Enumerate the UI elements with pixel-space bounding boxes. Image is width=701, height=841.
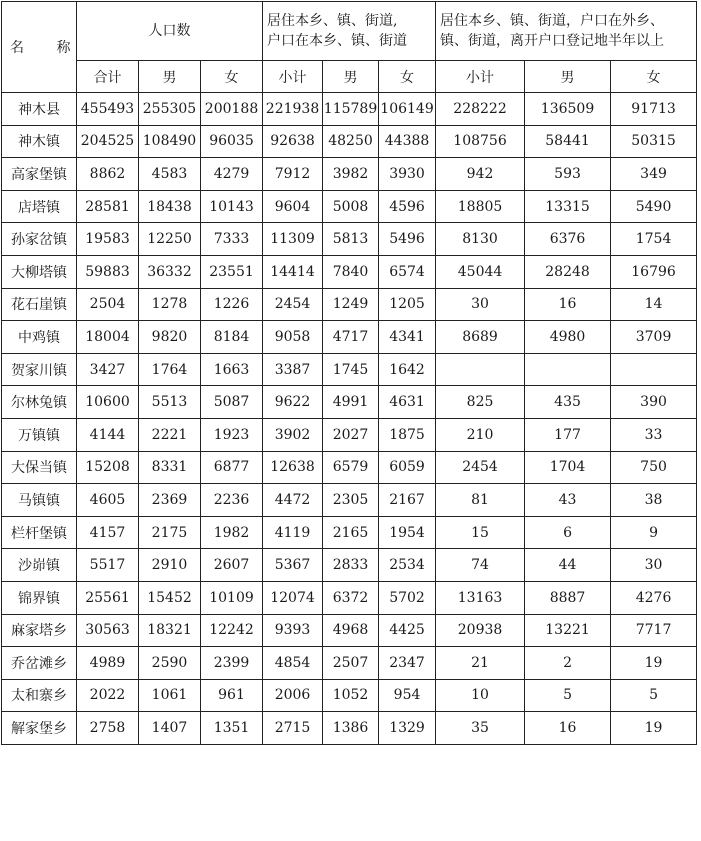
table-row xyxy=(2,288,697,321)
cell-local-female: 4425 xyxy=(379,614,436,647)
cell-female: 10143 xyxy=(201,190,263,223)
table-row xyxy=(2,614,697,647)
row-name: 乔岔滩乡 xyxy=(2,647,77,680)
cell-migrant-female: 91713 xyxy=(611,93,697,126)
cell-male: 2590 xyxy=(139,647,201,680)
subheader-subtotal: 小计 xyxy=(263,61,323,93)
cell-migrant-male: 8887 xyxy=(525,581,611,614)
cell-migrant-subtotal: 942 xyxy=(436,158,525,191)
cell-migrant-subtotal: 21 xyxy=(436,647,525,680)
cell-local-female: 106149 xyxy=(379,93,436,126)
cell-migrant-subtotal: 81 xyxy=(436,484,525,517)
cell-migrant-female: 4276 xyxy=(611,581,697,614)
cell-migrant-male: 177 xyxy=(525,418,611,451)
cell-migrant-male: 5 xyxy=(525,679,611,712)
subheader-female: 女 xyxy=(201,61,263,93)
cell-migrant-female: 14 xyxy=(611,288,697,321)
cell-female: 6877 xyxy=(201,451,263,484)
subheader-total: 合计 xyxy=(77,61,139,93)
cell-male: 5513 xyxy=(139,386,201,419)
cell-migrant-male: 13315 xyxy=(525,190,611,223)
cell-migrant-subtotal: 210 xyxy=(436,418,525,451)
cell-total: 28581 xyxy=(77,190,139,223)
cell-local-male: 7840 xyxy=(323,255,379,288)
cell-female: 8184 xyxy=(201,321,263,354)
cell-migrant-subtotal: 825 xyxy=(436,386,525,419)
cell-local-subtotal: 3902 xyxy=(263,418,323,451)
cell-migrant-female: 38 xyxy=(611,484,697,517)
cell-local-subtotal: 12074 xyxy=(263,581,323,614)
cell-migrant-male: 16 xyxy=(525,288,611,321)
table-row xyxy=(2,516,697,549)
cell-local-male: 2833 xyxy=(323,549,379,582)
cell-female: 200188 xyxy=(201,93,263,126)
cell-total: 5517 xyxy=(77,549,139,582)
cell-local-subtotal: 9622 xyxy=(263,386,323,419)
row-name: 孙家岔镇 xyxy=(2,223,77,256)
cell-migrant-male: 43 xyxy=(525,484,611,517)
cell-local-female: 3930 xyxy=(379,158,436,191)
cell-local-subtotal: 221938 xyxy=(263,93,323,126)
cell-female: 23551 xyxy=(201,255,263,288)
cell-local-male: 6372 xyxy=(323,581,379,614)
cell-migrant-male: 435 xyxy=(525,386,611,419)
cell-male: 1407 xyxy=(139,712,201,745)
cell-male: 15452 xyxy=(139,581,201,614)
cell-total: 4989 xyxy=(77,647,139,680)
cell-female: 1226 xyxy=(201,288,263,321)
cell-total: 4144 xyxy=(77,418,139,451)
cell-migrant-subtotal xyxy=(436,353,525,386)
cell-local-male: 6579 xyxy=(323,451,379,484)
row-name: 大柳塔镇 xyxy=(2,255,77,288)
cell-local-subtotal: 5367 xyxy=(263,549,323,582)
cell-migrant-male: 13221 xyxy=(525,614,611,647)
cell-female: 12242 xyxy=(201,614,263,647)
cell-local-male: 2027 xyxy=(323,418,379,451)
cell-migrant-female: 5490 xyxy=(611,190,697,223)
population-table xyxy=(1,1,697,745)
cell-female: 1351 xyxy=(201,712,263,745)
group-header-migrant-line1: 居住本乡、镇、街道，户口在外乡、 xyxy=(440,13,665,29)
cell-male: 2369 xyxy=(139,484,201,517)
cell-male: 2221 xyxy=(139,418,201,451)
subheader-subtotal: 小计 xyxy=(436,61,525,93)
group-header-migrant-line2: 镇、街道，离开户口登记地半年以上 xyxy=(440,33,665,49)
cell-total: 2022 xyxy=(77,679,139,712)
cell-local-male: 4968 xyxy=(323,614,379,647)
cell-local-female: 44388 xyxy=(379,125,436,158)
cell-local-subtotal: 9393 xyxy=(263,614,323,647)
cell-female: 10109 xyxy=(201,581,263,614)
table-row xyxy=(2,581,697,614)
table-row xyxy=(2,321,697,354)
cell-migrant-female: 33 xyxy=(611,418,697,451)
cell-migrant-subtotal: 74 xyxy=(436,549,525,582)
cell-local-subtotal: 4472 xyxy=(263,484,323,517)
cell-local-male: 4991 xyxy=(323,386,379,419)
cell-migrant-male: 136509 xyxy=(525,93,611,126)
table-row xyxy=(2,549,697,582)
group-header-population: 人口数 xyxy=(77,2,263,61)
cell-local-female: 954 xyxy=(379,679,436,712)
cell-migrant-female: 50315 xyxy=(611,125,697,158)
cell-female: 2236 xyxy=(201,484,263,517)
name-column-header: 名 称 xyxy=(2,2,77,93)
cell-male: 4583 xyxy=(139,158,201,191)
cell-migrant-male: 6376 xyxy=(525,223,611,256)
cell-local-subtotal: 9604 xyxy=(263,190,323,223)
cell-migrant-male: 58441 xyxy=(525,125,611,158)
cell-migrant-subtotal: 10 xyxy=(436,679,525,712)
row-name: 大保当镇 xyxy=(2,451,77,484)
cell-migrant-female: 390 xyxy=(611,386,697,419)
row-name: 锦界镇 xyxy=(2,581,77,614)
row-name: 店塔镇 xyxy=(2,190,77,223)
cell-local-male: 2165 xyxy=(323,516,379,549)
cell-male: 18438 xyxy=(139,190,201,223)
cell-total: 2758 xyxy=(77,712,139,745)
cell-local-subtotal: 4119 xyxy=(263,516,323,549)
cell-migrant-subtotal: 228222 xyxy=(436,93,525,126)
cell-total: 8862 xyxy=(77,158,139,191)
table-row xyxy=(2,190,697,223)
cell-local-female: 2347 xyxy=(379,647,436,680)
cell-migrant-subtotal: 18805 xyxy=(436,190,525,223)
cell-local-female: 4631 xyxy=(379,386,436,419)
cell-female: 4279 xyxy=(201,158,263,191)
table-row xyxy=(2,418,697,451)
cell-migrant-male: 593 xyxy=(525,158,611,191)
row-name: 解家堡乡 xyxy=(2,712,77,745)
row-name: 神木县 xyxy=(2,93,77,126)
cell-migrant-female: 30 xyxy=(611,549,697,582)
cell-migrant-female: 3709 xyxy=(611,321,697,354)
cell-local-male: 1745 xyxy=(323,353,379,386)
cell-migrant-female: 1754 xyxy=(611,223,697,256)
cell-migrant-male: 28248 xyxy=(525,255,611,288)
cell-total: 25561 xyxy=(77,581,139,614)
cell-migrant-subtotal: 20938 xyxy=(436,614,525,647)
cell-migrant-male: 44 xyxy=(525,549,611,582)
table-row xyxy=(2,255,697,288)
cell-migrant-subtotal: 30 xyxy=(436,288,525,321)
cell-migrant-male: 16 xyxy=(525,712,611,745)
cell-local-female: 1642 xyxy=(379,353,436,386)
cell-male: 108490 xyxy=(139,125,201,158)
table-body xyxy=(2,93,697,745)
table-row xyxy=(2,712,697,745)
cell-local-female: 4596 xyxy=(379,190,436,223)
cell-migrant-female: 750 xyxy=(611,451,697,484)
cell-migrant-male: 2 xyxy=(525,647,611,680)
cell-migrant-subtotal: 35 xyxy=(436,712,525,745)
cell-male: 1278 xyxy=(139,288,201,321)
cell-local-female: 1954 xyxy=(379,516,436,549)
table-row xyxy=(2,125,697,158)
cell-female: 1982 xyxy=(201,516,263,549)
cell-female: 961 xyxy=(201,679,263,712)
table-row xyxy=(2,93,697,126)
cell-total: 10600 xyxy=(77,386,139,419)
cell-local-male: 1052 xyxy=(323,679,379,712)
cell-local-female: 2167 xyxy=(379,484,436,517)
cell-female: 1663 xyxy=(201,353,263,386)
cell-local-subtotal: 2715 xyxy=(263,712,323,745)
cell-migrant-female: 19 xyxy=(611,647,697,680)
cell-migrant-subtotal: 8689 xyxy=(436,321,525,354)
cell-migrant-male: 6 xyxy=(525,516,611,549)
group-header-local-line1: 居住本乡、镇、街道, xyxy=(267,13,398,29)
row-name: 麻家塔乡 xyxy=(2,614,77,647)
cell-local-subtotal: 11309 xyxy=(263,223,323,256)
row-name: 沙峁镇 xyxy=(2,549,77,582)
cell-local-female: 6059 xyxy=(379,451,436,484)
cell-local-subtotal: 14414 xyxy=(263,255,323,288)
cell-migrant-subtotal: 45044 xyxy=(436,255,525,288)
row-name: 花石崖镇 xyxy=(2,288,77,321)
cell-migrant-female: 7717 xyxy=(611,614,697,647)
cell-migrant-subtotal: 13163 xyxy=(436,581,525,614)
row-name: 中鸡镇 xyxy=(2,321,77,354)
subheader-female: 女 xyxy=(379,61,436,93)
row-name: 尔林兔镇 xyxy=(2,386,77,419)
cell-local-subtotal: 92638 xyxy=(263,125,323,158)
cell-local-male: 3982 xyxy=(323,158,379,191)
cell-migrant-subtotal: 2454 xyxy=(436,451,525,484)
table-row xyxy=(2,484,697,517)
cell-total: 30563 xyxy=(77,614,139,647)
cell-male: 255305 xyxy=(139,93,201,126)
subheader-male: 男 xyxy=(525,61,611,93)
cell-male: 18321 xyxy=(139,614,201,647)
header-row-groups xyxy=(2,2,697,61)
cell-local-subtotal: 9058 xyxy=(263,321,323,354)
cell-local-male: 2305 xyxy=(323,484,379,517)
cell-local-female: 1875 xyxy=(379,418,436,451)
cell-local-female: 1329 xyxy=(379,712,436,745)
cell-local-male: 5008 xyxy=(323,190,379,223)
cell-local-subtotal: 4854 xyxy=(263,647,323,680)
cell-local-male: 2507 xyxy=(323,647,379,680)
subheader-male: 男 xyxy=(323,61,379,93)
cell-migrant-subtotal: 108756 xyxy=(436,125,525,158)
table-row xyxy=(2,647,697,680)
cell-migrant-subtotal: 8130 xyxy=(436,223,525,256)
cell-migrant-female: 349 xyxy=(611,158,697,191)
cell-male: 1061 xyxy=(139,679,201,712)
cell-female: 7333 xyxy=(201,223,263,256)
cell-local-female: 5702 xyxy=(379,581,436,614)
cell-total: 15208 xyxy=(77,451,139,484)
row-name: 太和寨乡 xyxy=(2,679,77,712)
cell-female: 5087 xyxy=(201,386,263,419)
cell-total: 2504 xyxy=(77,288,139,321)
cell-migrant-female xyxy=(611,353,697,386)
cell-male: 2910 xyxy=(139,549,201,582)
cell-migrant-male: 1704 xyxy=(525,451,611,484)
cell-total: 19583 xyxy=(77,223,139,256)
subheader-female: 女 xyxy=(611,61,697,93)
row-name: 贺家川镇 xyxy=(2,353,77,386)
row-name: 高家堡镇 xyxy=(2,158,77,191)
cell-male: 1764 xyxy=(139,353,201,386)
row-name: 神木镇 xyxy=(2,125,77,158)
table-row xyxy=(2,451,697,484)
cell-total: 4605 xyxy=(77,484,139,517)
cell-local-female: 4341 xyxy=(379,321,436,354)
cell-female: 2399 xyxy=(201,647,263,680)
cell-migrant-male xyxy=(525,353,611,386)
cell-female: 96035 xyxy=(201,125,263,158)
cell-local-subtotal: 3387 xyxy=(263,353,323,386)
cell-male: 36332 xyxy=(139,255,201,288)
group-header-local-residents xyxy=(263,2,436,61)
cell-female: 1923 xyxy=(201,418,263,451)
subheader-male: 男 xyxy=(139,61,201,93)
header-row-subcolumns xyxy=(2,61,697,93)
cell-local-male: 1386 xyxy=(323,712,379,745)
row-name: 马镇镇 xyxy=(2,484,77,517)
cell-local-female: 5496 xyxy=(379,223,436,256)
cell-local-male: 4717 xyxy=(323,321,379,354)
cell-migrant-female: 16796 xyxy=(611,255,697,288)
cell-local-subtotal: 2006 xyxy=(263,679,323,712)
cell-local-male: 48250 xyxy=(323,125,379,158)
cell-local-subtotal: 7912 xyxy=(263,158,323,191)
cell-local-subtotal: 12638 xyxy=(263,451,323,484)
table-row xyxy=(2,386,697,419)
cell-migrant-subtotal: 15 xyxy=(436,516,525,549)
table-row xyxy=(2,158,697,191)
cell-total: 4157 xyxy=(77,516,139,549)
cell-male: 9820 xyxy=(139,321,201,354)
cell-local-female: 6574 xyxy=(379,255,436,288)
cell-migrant-male: 4980 xyxy=(525,321,611,354)
cell-female: 2607 xyxy=(201,549,263,582)
table-row xyxy=(2,223,697,256)
cell-migrant-female: 9 xyxy=(611,516,697,549)
cell-local-female: 1205 xyxy=(379,288,436,321)
group-header-migrant-residents xyxy=(436,2,697,61)
cell-migrant-female: 5 xyxy=(611,679,697,712)
cell-male: 12250 xyxy=(139,223,201,256)
cell-total: 18004 xyxy=(77,321,139,354)
cell-total: 204525 xyxy=(77,125,139,158)
cell-total: 455493 xyxy=(77,93,139,126)
cell-local-male: 115789 xyxy=(323,93,379,126)
table-row xyxy=(2,679,697,712)
cell-local-male: 1249 xyxy=(323,288,379,321)
cell-migrant-female: 19 xyxy=(611,712,697,745)
cell-male: 8331 xyxy=(139,451,201,484)
cell-local-male: 5813 xyxy=(323,223,379,256)
cell-male: 2175 xyxy=(139,516,201,549)
cell-total: 59883 xyxy=(77,255,139,288)
row-name: 栏杆堡镇 xyxy=(2,516,77,549)
row-name: 万镇镇 xyxy=(2,418,77,451)
table-row xyxy=(2,353,697,386)
cell-local-subtotal: 2454 xyxy=(263,288,323,321)
group-header-local-line2: 户口在本乡、镇、街道 xyxy=(267,33,408,49)
cell-total: 3427 xyxy=(77,353,139,386)
cell-local-female: 2534 xyxy=(379,549,436,582)
